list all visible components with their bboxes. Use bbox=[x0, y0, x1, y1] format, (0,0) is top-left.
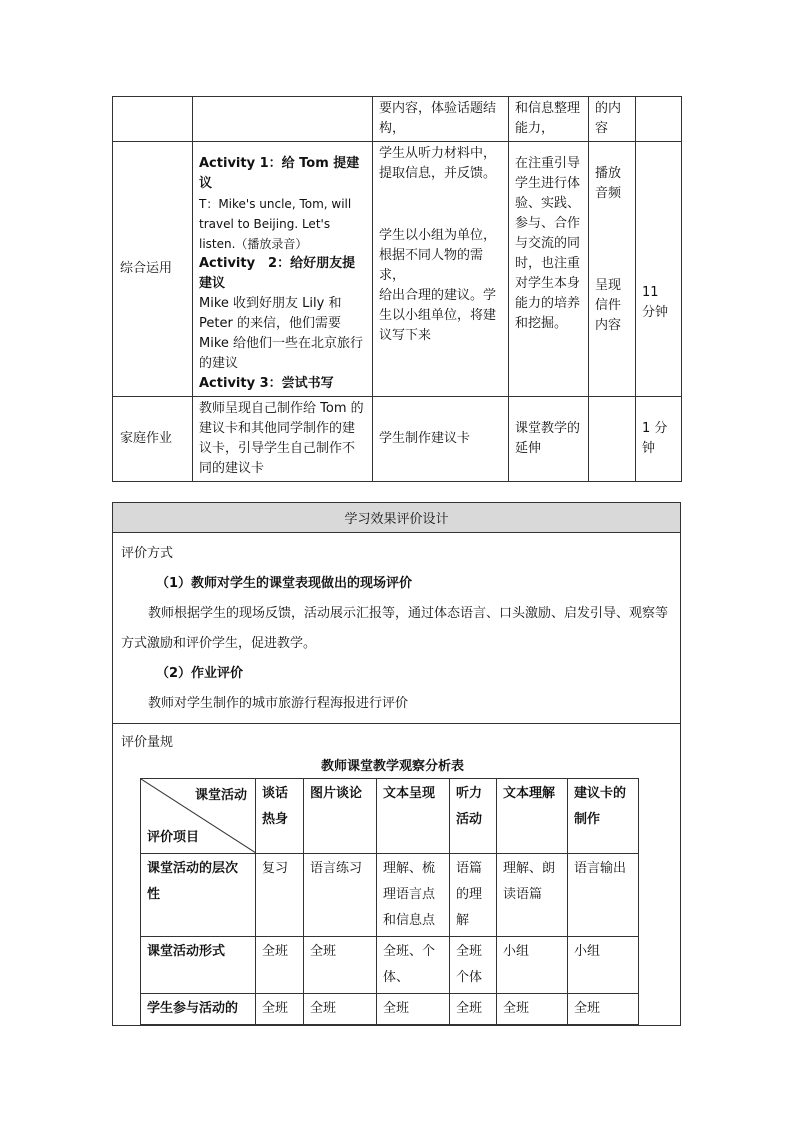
table-cell: 全班 bbox=[450, 994, 497, 1025]
table-cell: 语篇的理解 bbox=[450, 854, 497, 937]
table-cell: 理解、梳理语言点和信息点 bbox=[377, 854, 450, 937]
media-text-1: 播放音频 bbox=[595, 166, 622, 201]
teacher-cell: 教师呈现自己制作给 Tom 的建议卡和其他同学制作的建议卡，引导学生自己制作不同的建议卡 bbox=[193, 397, 373, 482]
intent-cell: 在注重引导学生进行体验、实践、参与、合作与交流的同时，也注重对学生本身能力的培养和挖掘。 bbox=[509, 142, 589, 397]
table-cell: 小组 bbox=[568, 937, 639, 994]
evaluation-header: 学习效果评价设计 bbox=[113, 503, 681, 533]
table-cell: 全班 bbox=[304, 937, 377, 994]
column-header: 图片谈论 bbox=[304, 779, 377, 854]
column-header: 谈话热身 bbox=[256, 779, 304, 854]
table-row bbox=[113, 142, 682, 397]
teacher-cell bbox=[193, 97, 373, 142]
table-cell: 全班、个体、 bbox=[377, 937, 450, 994]
row-header: 课堂活动的层次性 bbox=[141, 854, 256, 937]
activity-2-title: Activity 2：给好朋友提建议 bbox=[199, 256, 356, 291]
row-header: 学生参与活动的 bbox=[141, 994, 256, 1025]
intent-cell: 课堂教学的延伸 bbox=[509, 397, 589, 482]
table-cell: 语言练习 bbox=[304, 854, 377, 937]
activity-1-text: T：Mike's uncle, Tom, will travel to Beijing. Let's listen.（播放录音） bbox=[199, 197, 352, 251]
intent-cell: 和信息整理能力， bbox=[509, 97, 589, 142]
time-cell bbox=[636, 97, 682, 142]
analysis-table bbox=[140, 778, 639, 1025]
diagonal-header-cell bbox=[141, 779, 256, 854]
table-cell: 小组 bbox=[497, 937, 568, 994]
evaluation-table bbox=[112, 502, 681, 1026]
table-cell: 全班 bbox=[497, 994, 568, 1025]
table-row bbox=[141, 937, 639, 994]
column-header: 听力活动 bbox=[450, 779, 497, 854]
column-header: 文本呈现 bbox=[377, 779, 450, 854]
evaluation-rubric-cell bbox=[113, 724, 681, 1026]
media-cell bbox=[589, 397, 636, 482]
table-cell: 语言输出 bbox=[568, 854, 639, 937]
student-text-1: 学生从听力材料中，提取信息，并反馈。 bbox=[379, 146, 497, 181]
corner-bottom-label: 评价项目 bbox=[147, 830, 200, 845]
student-text-4: 给出合理的建议。学生以小组单位，将建议写下来 bbox=[379, 288, 497, 343]
student-text-2: 学生以小组为单位， bbox=[379, 228, 497, 243]
table-cell: 全班 bbox=[256, 994, 304, 1025]
table-row bbox=[113, 97, 682, 142]
activity-1-title: Activity 1：给 Tom 提建议 bbox=[199, 156, 360, 191]
item-1-text: 教师根据学生的现场反馈，活动展示汇报等，通过体态语言、口头激励、启发引导、观察等方式激励和评价学生，促进教学。 bbox=[121, 606, 669, 651]
table-cell: 全班个体 bbox=[450, 937, 497, 994]
row-header: 课堂活动形式 bbox=[141, 937, 256, 994]
table-cell: 全班 bbox=[568, 994, 639, 1025]
media-cell bbox=[589, 142, 636, 397]
rubric-label: 评价量规 bbox=[121, 735, 174, 750]
item-2-title: （2）作业评价 bbox=[156, 666, 244, 681]
table-row bbox=[141, 994, 639, 1025]
analysis-table-title: 教师课堂教学观察分析表 bbox=[320, 759, 464, 774]
item-2-text: 教师对学生制作的城市旅游行程海报进行评价 bbox=[148, 696, 409, 711]
media-cell: 的内容 bbox=[589, 97, 636, 142]
stage-cell bbox=[113, 97, 193, 142]
corner-top-label: 课堂活动 bbox=[194, 788, 247, 803]
column-header: 文本理解 bbox=[497, 779, 568, 854]
activity-2-text: Mike 收到好朋友 Lily 和 Peter 的来信，他们需要 Mike 给他们一些在北京旅行的建议 bbox=[199, 296, 364, 371]
method-label: 评价方式 bbox=[121, 546, 174, 561]
activity-3-title: Activity 3：尝试书写 bbox=[199, 376, 334, 391]
stage-cell: 综合运用 bbox=[113, 142, 193, 397]
table-cell: 复习 bbox=[256, 854, 304, 937]
table-header-row bbox=[141, 779, 639, 854]
evaluation-method-cell bbox=[113, 533, 681, 724]
item-1-title: （1）教师对学生的课堂表现做出的现场评价 bbox=[156, 576, 413, 591]
media-text-2: 呈现信件内容 bbox=[595, 278, 622, 333]
student-cell: 学生制作建议卡 bbox=[373, 397, 509, 482]
time-cell: 11 分钟 bbox=[636, 142, 682, 397]
student-cell: 要内容，体验话题结构， bbox=[373, 97, 509, 142]
activity-table bbox=[112, 96, 682, 482]
table-cell: 理解、朗读语篇 bbox=[497, 854, 568, 937]
table-row bbox=[113, 397, 682, 482]
stage-cell: 家庭作业 bbox=[113, 397, 193, 482]
table-row bbox=[141, 854, 639, 937]
teacher-cell bbox=[193, 142, 373, 397]
student-cell bbox=[373, 142, 509, 397]
table-cell: 全班 bbox=[377, 994, 450, 1025]
student-text-3: 根据不同人物的需求， bbox=[379, 248, 484, 283]
column-header: 建议卡的制作 bbox=[568, 779, 639, 854]
table-cell: 全班 bbox=[304, 994, 377, 1025]
time-cell: 1 分钟 bbox=[636, 397, 682, 482]
table-cell: 全班 bbox=[256, 937, 304, 994]
